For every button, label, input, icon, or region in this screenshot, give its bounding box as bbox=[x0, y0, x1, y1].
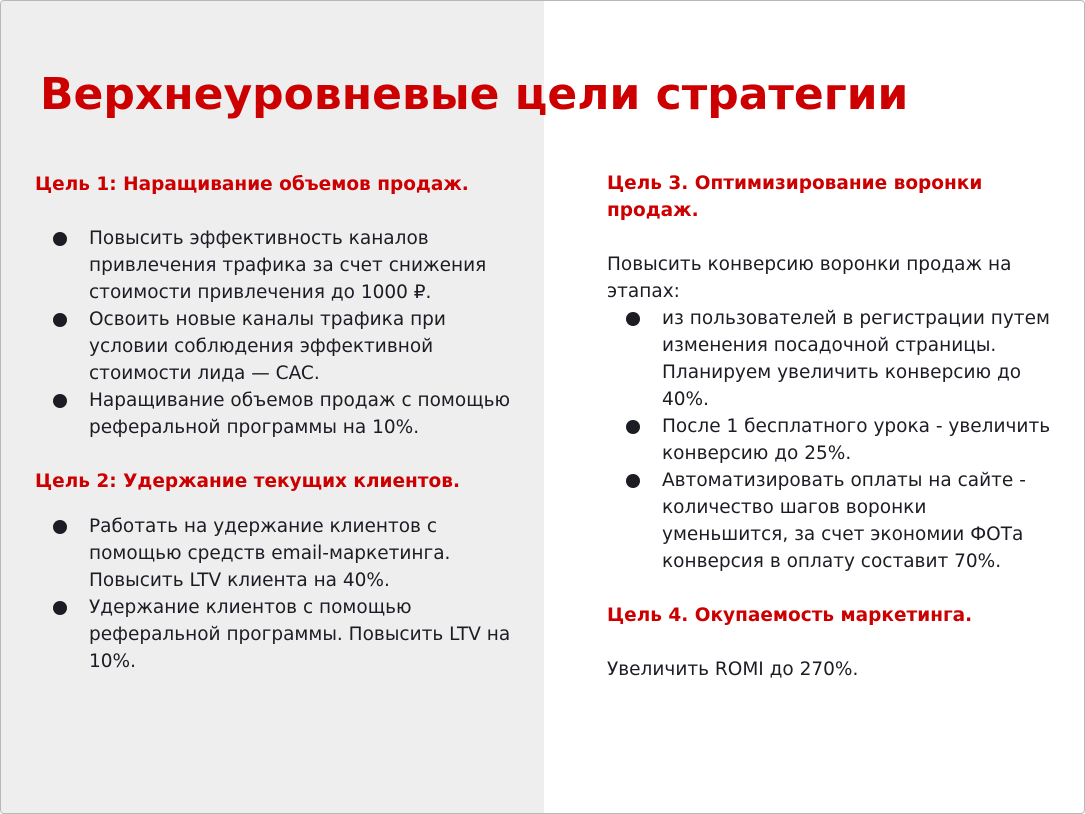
goal-4-heading: Цель 4. Окупаемость маркетинга. bbox=[607, 605, 973, 626]
left-column bbox=[35, 171, 520, 675]
goal-3-intro: Повысить конверсию воронки продаж на этапах: bbox=[607, 254, 1012, 302]
goal-3-list bbox=[607, 305, 1057, 575]
bullet-icon bbox=[53, 394, 67, 408]
goal-3-item-1 bbox=[607, 305, 1057, 413]
bullet-icon bbox=[626, 474, 640, 488]
goal-2-item-2 bbox=[35, 594, 520, 675]
goal-1-item-2 bbox=[35, 306, 520, 387]
bullet-icon bbox=[53, 232, 67, 246]
goal-4-text: Увеличить ROMI до 270%. bbox=[607, 659, 859, 680]
goal-3-item-3-text: Автоматизировать оплаты на сайте - количество шагов воронки уменьшится, за счет экономии ФОТа конверсия в оплату составит 70%. bbox=[662, 470, 1026, 572]
goal-1-item-3 bbox=[35, 387, 520, 441]
goal-1-heading: Цель 1: Наращивание объемов продаж. bbox=[35, 174, 469, 195]
goal-3-heading: Цель 3. Оптимизирование воронки продаж. bbox=[607, 173, 983, 221]
goal-3-item-2-text: После 1 бесплатного урока - увеличить конверсию до 25%. bbox=[662, 416, 1051, 464]
goal-3-item-1-text: из пользователей в регистрации путем изменения посадочной страницы. Планируем увеличить конверсию до 40%. bbox=[662, 308, 1050, 410]
bullet-icon bbox=[626, 312, 640, 326]
goal-3-item-2 bbox=[607, 413, 1057, 467]
slide-title: Верхнеуровневые цели стратегии bbox=[40, 69, 909, 120]
goal-1-item-3-text: Наращивание объемов продаж с помощью реферальной программы на 10%. bbox=[89, 390, 511, 438]
goal-2-heading: Цель 2: Удержание текущих клиентов. bbox=[35, 471, 460, 492]
right-column bbox=[607, 170, 1057, 683]
goal-2-item-1-text: Работать на удержание клиентов с помощью средств email-маркетинга. Повысить LTV клиента на 40%. bbox=[89, 516, 451, 591]
bullet-icon bbox=[626, 420, 640, 434]
goal-1-item-2-text: Освоить новые каналы трафика при условии соблюдения эффективной стоимости лида — CAC. bbox=[89, 309, 446, 384]
bullet-icon bbox=[53, 313, 67, 327]
bullet-icon bbox=[53, 601, 67, 615]
goal-1-list bbox=[35, 225, 520, 441]
goal-3-item-3 bbox=[607, 467, 1057, 575]
goal-2-item-1 bbox=[35, 513, 520, 594]
goal-1-item-1-text: Повысить эффективность каналов привлечения трафика за счет снижения стоимости привлечения до 1000 ₽. bbox=[89, 228, 487, 303]
bullet-icon bbox=[53, 520, 67, 534]
goal-2-list bbox=[35, 513, 520, 675]
goal-2-item-2-text: Удержание клиентов с помощью реферальной программы. Повысить LTV на 10%. bbox=[89, 597, 511, 672]
goal-1-item-1 bbox=[35, 225, 520, 306]
